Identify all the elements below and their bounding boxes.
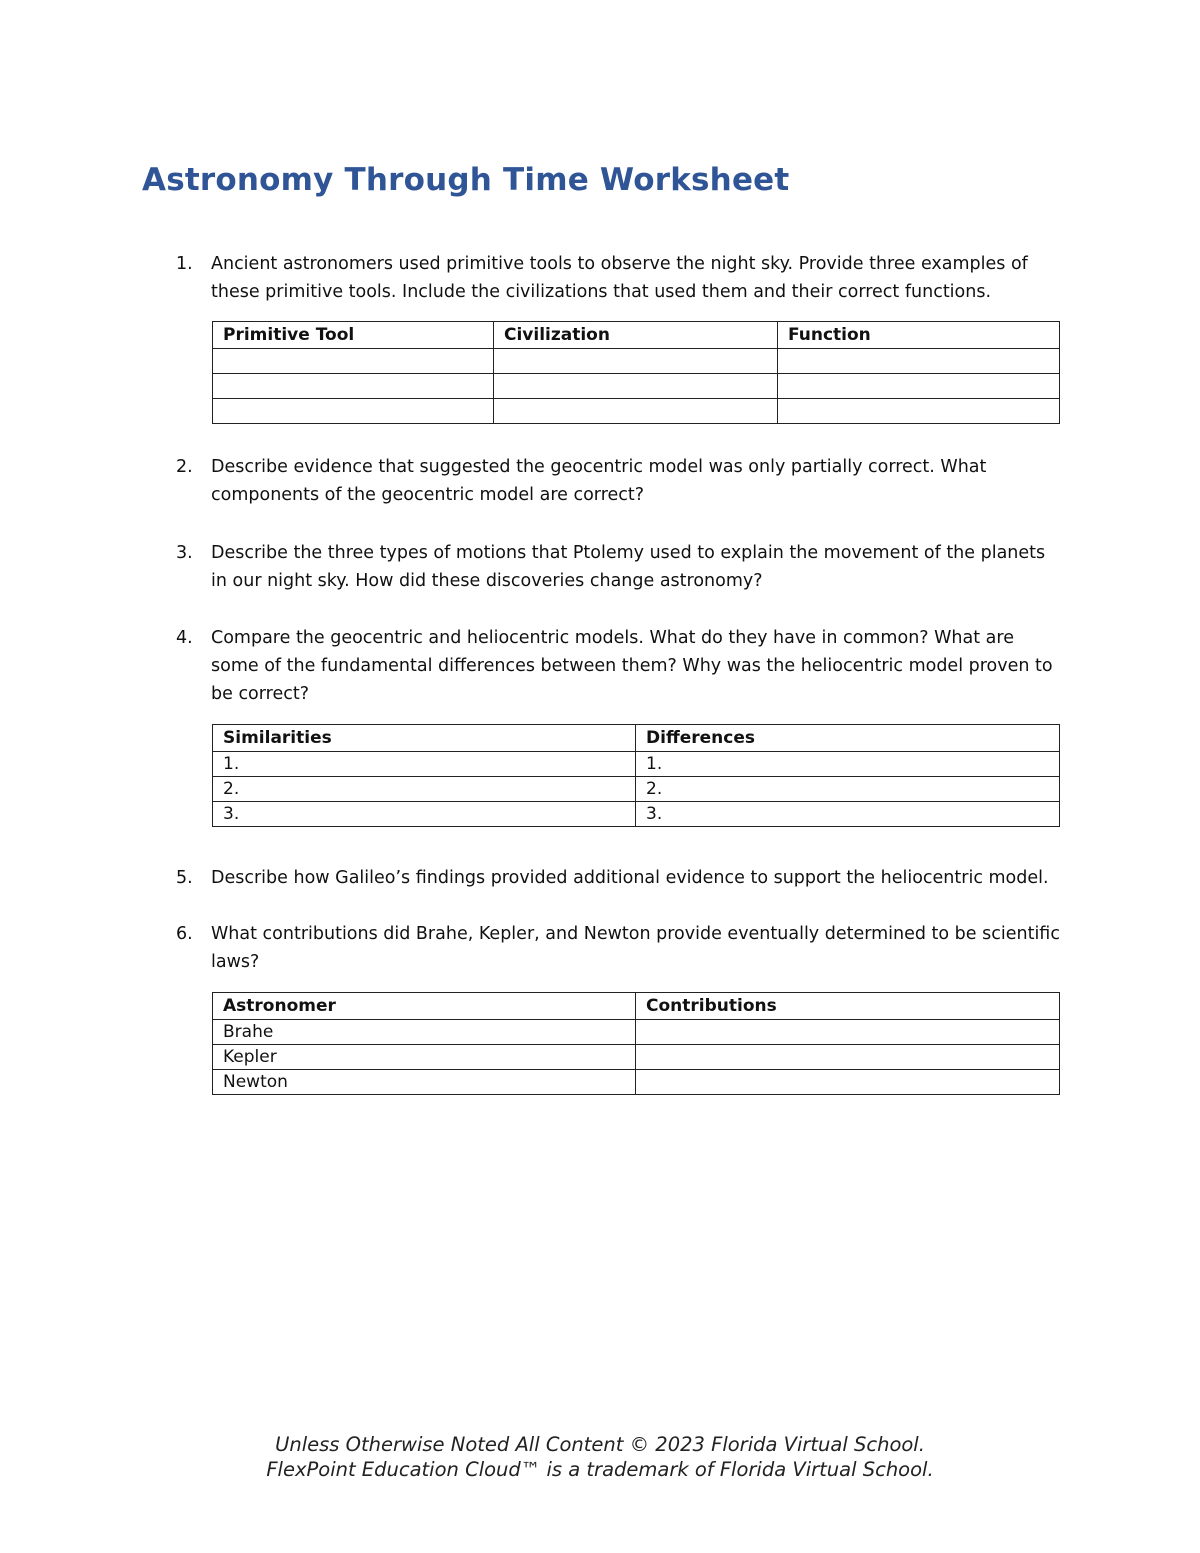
question-text: Compare the geocentric and heliocentric models. What do they have in common? What are some of the fundamental differences between them? Why was the heliocentric model proven to be correct? <box>211 628 1053 704</box>
question-3 <box>176 539 1066 595</box>
table-cell: Brahe <box>213 1020 636 1045</box>
table-header-cell: Function <box>778 322 1060 349</box>
table-row <box>213 349 1060 374</box>
table-cell: Kepler <box>213 1045 636 1070</box>
primitive-tools-table <box>212 321 1060 424</box>
table-cell: Newton <box>213 1070 636 1095</box>
question-5 <box>176 864 1066 892</box>
table-cell[interactable] <box>494 399 778 424</box>
question-number: 2. <box>176 457 193 477</box>
table-cell[interactable] <box>636 1045 1060 1070</box>
table-header-cell: Differences <box>636 725 1060 752</box>
table-row <box>213 1045 1060 1070</box>
table-header-row <box>213 322 1060 349</box>
question-text: Describe how Galileo’s findings provided additional evidence to support the heliocentric model. <box>211 868 1049 888</box>
table-header-row <box>213 993 1060 1020</box>
table-cell[interactable]: 3. <box>636 802 1060 827</box>
question-text: Describe the three types of motions that Ptolemy used to explain the movement of the planets in our night sky. How did these discoveries change astronomy? <box>211 543 1046 591</box>
table-row <box>213 374 1060 399</box>
question-6 <box>176 920 1066 976</box>
table-cell[interactable] <box>494 374 778 399</box>
footer-trademark: FlexPoint Education Cloud™ is a trademark of Florida Virtual School. <box>266 1458 934 1481</box>
table-cell[interactable] <box>636 1070 1060 1095</box>
table-row <box>213 777 1060 802</box>
table-row <box>213 1070 1060 1095</box>
table-cell[interactable]: 2. <box>213 777 636 802</box>
question-1 <box>176 250 1066 306</box>
astronomers-table <box>212 992 1060 1095</box>
table-cell[interactable] <box>494 349 778 374</box>
question-number: 5. <box>176 868 193 888</box>
table-row <box>213 1020 1060 1045</box>
compare-models-table <box>212 724 1060 827</box>
table-header-cell: Astronomer <box>213 993 636 1020</box>
table-header-cell: Contributions <box>636 993 1060 1020</box>
question-2 <box>176 453 1066 509</box>
table-cell[interactable] <box>778 349 1060 374</box>
question-text: What contributions did Brahe, Kepler, and Newton provide eventually determined to be scientific laws? <box>211 924 1060 972</box>
table-cell[interactable]: 1. <box>213 752 636 777</box>
footer <box>0 1432 1200 1482</box>
table-cell[interactable]: 3. <box>213 802 636 827</box>
question-4 <box>176 624 1066 708</box>
table-cell[interactable] <box>213 399 494 424</box>
question-number: 3. <box>176 543 193 563</box>
table-cell[interactable] <box>778 374 1060 399</box>
table-row <box>213 399 1060 424</box>
table-cell[interactable]: 1. <box>636 752 1060 777</box>
table-cell[interactable] <box>636 1020 1060 1045</box>
table-cell[interactable] <box>213 349 494 374</box>
table-cell[interactable] <box>213 374 494 399</box>
question-number: 1. <box>176 254 193 274</box>
question-number: 6. <box>176 924 193 944</box>
question-text: Describe evidence that suggested the geocentric model was only partially correct. What components of the geocentric model are correct? <box>211 457 987 505</box>
table-cell[interactable]: 2. <box>636 777 1060 802</box>
table-header-cell: Civilization <box>494 322 778 349</box>
page-title: Astronomy Through Time Worksheet <box>142 162 790 198</box>
table-row <box>213 802 1060 827</box>
table-header-cell: Similarities <box>213 725 636 752</box>
footer-copyright: Unless Otherwise Noted All Content © 2023 Florida Virtual School. <box>275 1433 925 1456</box>
question-number: 4. <box>176 628 193 648</box>
table-cell[interactable] <box>778 399 1060 424</box>
question-text: Ancient astronomers used primitive tools to observe the night sky. Provide three examples of these primitive tools. Include the civilizations that used them and their correct functions. <box>211 254 1028 302</box>
table-row <box>213 752 1060 777</box>
table-header-cell: Primitive Tool <box>213 322 494 349</box>
table-header-row <box>213 725 1060 752</box>
